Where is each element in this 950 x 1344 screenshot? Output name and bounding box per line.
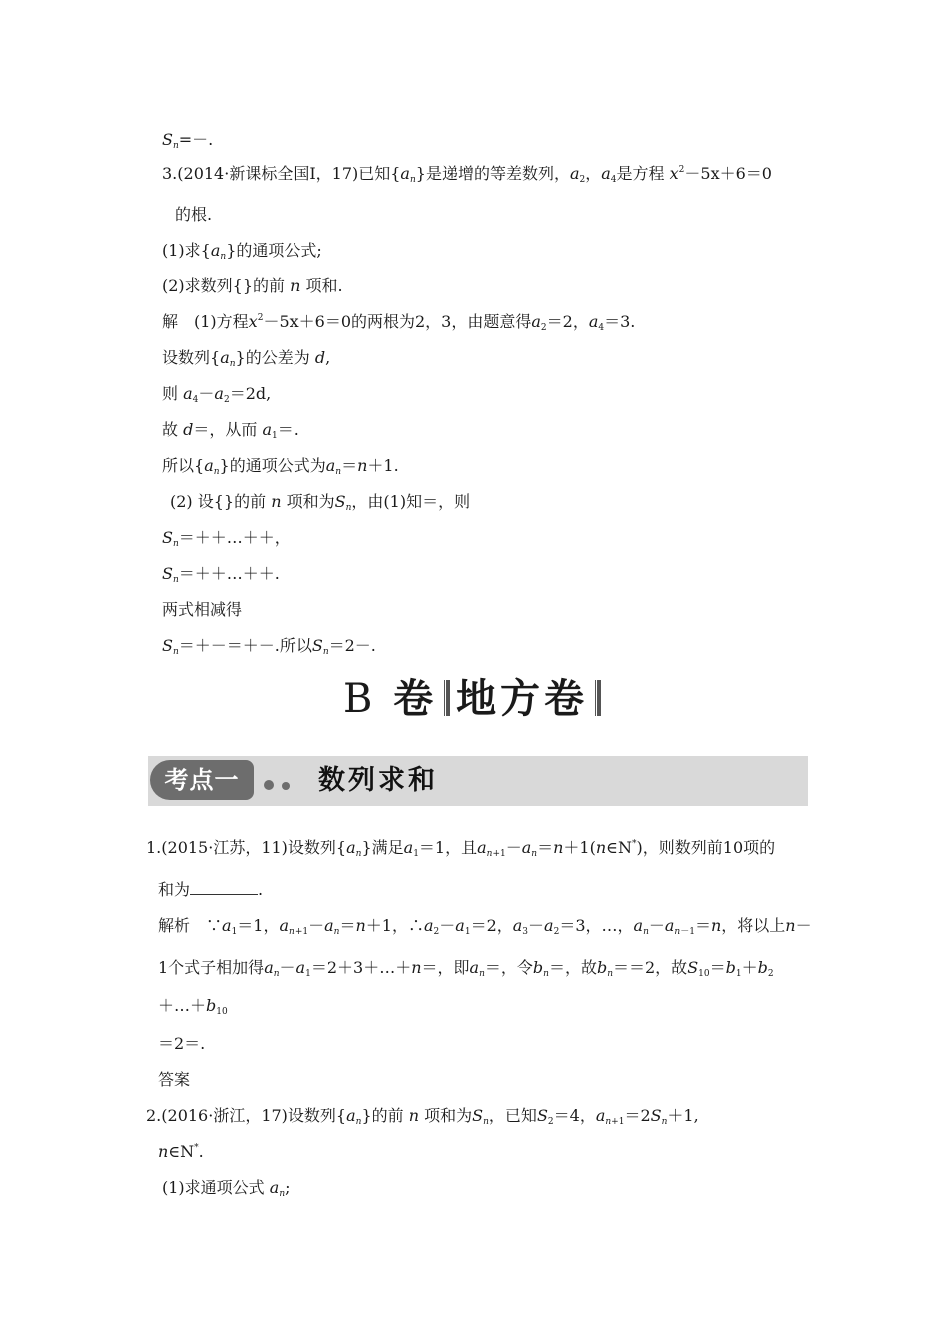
solution-line: $S_n=++\dots++$. — [162, 564, 280, 585]
analysis-line: 1个式子相加得$a_n-a_1=2+3+\dots+n=$，即$a_n=$，令$b_n=$，故$b_n==2$，故$S_{10}=b_1+b_2$ — [158, 958, 774, 979]
text-line: $S_n=-$. — [162, 130, 214, 151]
analysis-line: $+\dots+b_{10}$ — [158, 996, 228, 1017]
volume-letter: B — [342, 676, 377, 722]
divider-bar — [594, 680, 601, 716]
volume-label: 卷 — [393, 676, 438, 722]
solution-line: 所以$\{a_n\}$的通项公式为$a_n=n+1$. — [162, 456, 399, 477]
analysis-line: ＝2＝. — [158, 1034, 206, 1053]
problem-1-line: 1.(2015·江苏，11)设数列$\{a_n\}$满足$a_1=1$，且$a_{n+1}-a_n=n+1(n\in N^*)$，则数列前10项的 — [146, 838, 776, 859]
solution-line: 解 (1)方程$x^2-5x+6=0$的两根为2，3，由题意得$a_2=2$，$a_4=3$. — [162, 312, 636, 333]
problem-2-line: 2.(2016·浙江，17)设数列$\{a_n\}$的前 n 项和为$S_n$，已知$S_2=4$，$a_{n+1}=2S_n+1$, — [146, 1106, 699, 1127]
solution-line: 两式相减得 — [162, 600, 243, 619]
question-1: (1)求$\{a_n\}$的通项公式; — [162, 241, 322, 262]
solution-line: (2) 设{}的前 n 项和为$S_n$，由(1)知＝，则 — [170, 492, 471, 513]
section-title: 数列求和 — [318, 765, 438, 796]
answer-blank — [190, 880, 258, 895]
decorative-dot — [264, 780, 274, 790]
solution-line: $S_n=+-=+-$.所以$S_n=2-$. — [162, 636, 376, 657]
analysis-line: 解析 $\because a_1=1$，$a_{n+1}-a_n=n+1$，$\therefore a_2-a_1=2$，$a_3-a_2=3$，…，$a_n-a_{n-1}=n$，将以上n－ — [158, 916, 812, 937]
answer-label: 答案 — [158, 1070, 191, 1089]
problem-1-line: 和为 . — [158, 880, 264, 899]
section-badge: 考点一 — [150, 760, 254, 800]
volume-header — [0, 674, 950, 724]
solution-line: 则 $a_4-a_2=2d$, — [162, 384, 272, 405]
solution-line: 设数列$\{a_n\}$的公差为 d, — [162, 348, 331, 369]
solution-line: $S_n=++\dots++$， — [162, 528, 291, 549]
solution-line: 故 d＝，从而 $a_1=$. — [162, 420, 299, 441]
question-1: (1)求通项公式 $a_n$; — [162, 1178, 291, 1199]
divider-bar — [443, 680, 450, 716]
text-line: 的根. — [175, 205, 213, 224]
problem-3-line: 3.(2014·新课标全国Ⅰ，17)已知$\{a_n\}$是递增的等差数列，$a_2$，$a_4$是方程 $x^2-5x+6=0$ — [162, 164, 772, 185]
decorative-dot — [282, 782, 290, 790]
problem-2-line: n∈N*. — [158, 1142, 204, 1161]
volume-title: 地方卷 — [456, 676, 589, 722]
question-2: (2)求数列{}的前 n 项和. — [162, 276, 343, 295]
